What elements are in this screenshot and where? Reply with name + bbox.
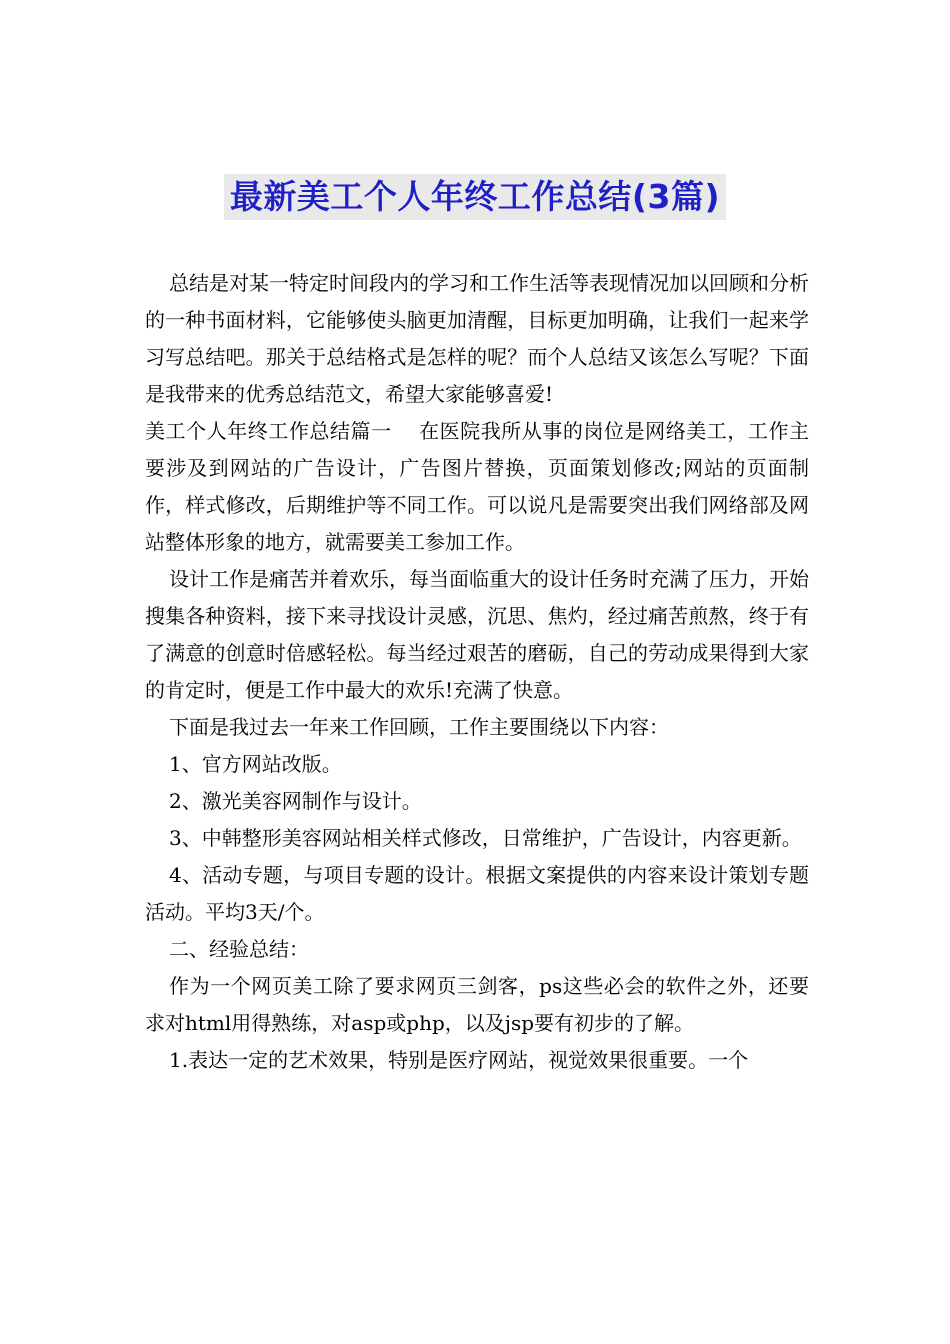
list-item-4: 4、活动专题，与项目专题的设计。根据文案提供的内容来设计策划专题活动。平均3天/个。 xyxy=(145,863,809,924)
list-item-1: 1、官方网站改版。 xyxy=(169,752,342,776)
paragraph-point-1: 1.表达一定的艺术效果，特别是医疗网站，视觉效果很重要。一个 xyxy=(169,1048,749,1072)
paragraph-review-intro: 下面是我过去一年来工作回顾，工作主要围绕以下内容： xyxy=(169,715,669,739)
document-body xyxy=(145,265,809,1079)
title-container xyxy=(0,174,950,220)
paragraph-experience: 作为一个网页美工除了要求网页三剑客，ps这些必会的软件之外，还要求对html用得熟练，对asp或php，以及jsp要有初步的了解。 xyxy=(145,974,809,1035)
list-item-3: 3、中韩整形美容网站相关样式修改，日常维护，广告设计，内容更新。 xyxy=(169,826,802,850)
section-heading-experience: 二、经验总结： xyxy=(169,937,309,961)
paragraph-intro: 总结是对某一特定时间段内的学习和工作生活等表现情况加以回顾和分析的一种书面材料，它能够使头脑更加清醒，目标更加明确，让我们一起来学习写总结吧。那关于总结格式是怎样的呢？而个人总结又该怎么写呢？下面是我带来的优秀总结范文，希望大家能够喜爱! xyxy=(145,271,809,406)
list-item-2: 2、激光美容网制作与设计。 xyxy=(169,789,422,813)
document-title: 最新美工个人年终工作总结(3篇) xyxy=(224,174,726,220)
paragraph-section-one: 美工个人年终工作总结篇一 在医院我所从事的岗位是网络美工，工作主要涉及到网站的广告设计，广告图片替换，页面策划修改;网站的页面制作，样式修改，后期维护等不同工作。可以说凡是需要突出我们网络部及网站整体形象的地方，就需要美工参加工作。 xyxy=(145,419,809,554)
paragraph-design-work: 设计工作是痛苦并着欢乐，每当面临重大的设计任务时充满了压力，开始搜集各种资料，接下来寻找设计灵感，沉思、焦灼，经过痛苦煎熬，终于有了满意的创意时倍感轻松。每当经过艰苦的磨砺，自己的劳动成果得到大家的肯定时，便是工作中最大的欢乐!充满了快意。 xyxy=(145,567,809,702)
